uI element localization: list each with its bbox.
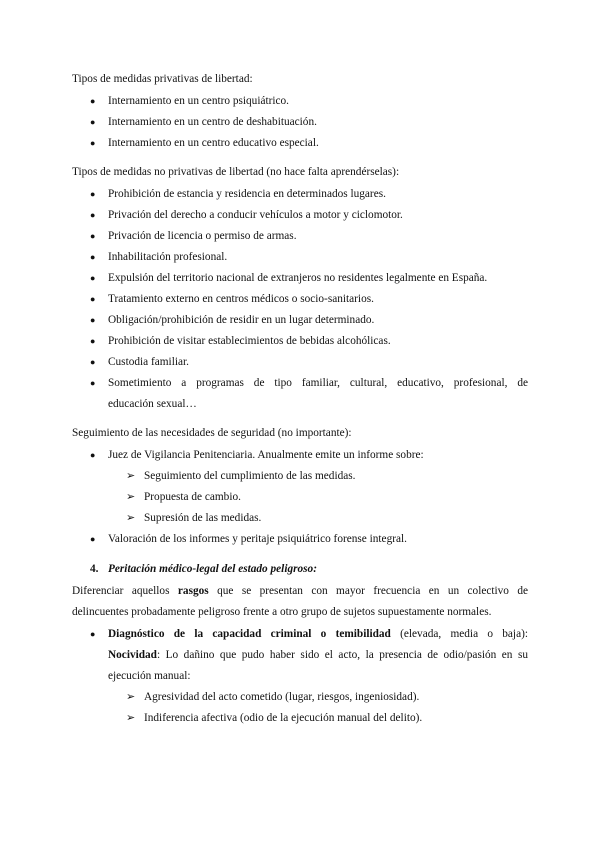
- bullet-icon: ●: [90, 189, 96, 199]
- bullet-icon: ●: [90, 273, 96, 283]
- list-item: Privación de licencia o permiso de armas.: [108, 230, 297, 242]
- sub-list-item: Indiferencia afectiva (odio de la ejecución manual del delito).: [144, 712, 423, 724]
- arrow-icon: ➢: [126, 712, 136, 724]
- paragraph-line: Diferenciar aquellos rasgos que se presentan con mayor frecuencia en un colectivo de: [72, 585, 529, 597]
- bullet-icon: ●: [90, 378, 96, 388]
- bullet-icon: ●: [90, 336, 96, 346]
- list-item-continuation: educación sexual…: [108, 398, 197, 410]
- bullet-icon: ●: [90, 210, 96, 220]
- list-item: Privación del derecho a conducir vehículos a motor y ciclomotor.: [108, 209, 403, 221]
- sub-list-item: Supresión de las medidas.: [144, 512, 262, 524]
- arrow-icon: ➢: [126, 691, 136, 703]
- section-heading: Tipos de medidas privativas de libertad:: [72, 73, 253, 85]
- bullet-icon: ●: [90, 96, 96, 106]
- list-item: Prohibición de estancia y residencia en determinados lugares.: [108, 188, 386, 200]
- section-title: Peritación médico-legal del estado peligroso:: [108, 563, 317, 575]
- arrow-icon: ➢: [126, 491, 136, 503]
- list-item-continuation: Nocividad: Lo dañino que pudo haber sido el acto, la presencia de odio/pasión en su: [108, 649, 528, 661]
- bullet-icon: ●: [90, 231, 96, 241]
- arrow-icon: ➢: [126, 470, 136, 482]
- bullet-icon: ●: [90, 315, 96, 325]
- list-item: Internamiento en un centro de deshabituación.: [108, 116, 317, 128]
- list-item: Custodia familiar.: [108, 356, 189, 368]
- paragraph-line: delincuentes probadamente peligroso frente a otro grupo de sujetos supuestamente normales.: [72, 606, 492, 618]
- bullet-icon: ●: [90, 294, 96, 304]
- sub-list-item: Propuesta de cambio.: [144, 491, 241, 503]
- list-item-continuation: ejecución manual:: [108, 670, 191, 682]
- section-heading: Tipos de medidas no privativas de libertad (no hace falta aprendérselas):: [72, 166, 400, 178]
- list-item: Prohibición de visitar establecimientos de bebidas alcohólicas.: [108, 335, 391, 347]
- bullet-icon: ●: [90, 138, 96, 148]
- list-item: Expulsión del territorio nacional de extranjeros no residentes legalmente en España.: [108, 272, 488, 284]
- list-item: Diagnóstico de la capacidad criminal o temibilidad (elevada, media o baja):: [108, 628, 528, 640]
- sub-list-item: Agresividad del acto cometido (lugar, riesgos, ingeniosidad).: [144, 691, 420, 703]
- bullet-icon: ●: [90, 534, 96, 544]
- bullet-icon: ●: [90, 117, 96, 127]
- list-item: Internamiento en un centro educativo especial.: [108, 137, 319, 149]
- list-item: Inhabilitación profesional.: [108, 251, 228, 263]
- arrow-icon: ➢: [126, 512, 136, 524]
- list-item: Tratamiento externo en centros médicos o socio-sanitarios.: [108, 293, 374, 305]
- section-number: 4.: [90, 563, 99, 575]
- bullet-icon: ●: [90, 357, 96, 367]
- bullet-icon: ●: [90, 629, 96, 639]
- list-item: Sometimiento a programas de tipo familiar, cultural, educativo, profesional, de: [108, 377, 528, 389]
- sub-list-item: Seguimiento del cumplimiento de las medidas.: [144, 470, 356, 482]
- list-item: Juez de Vigilancia Penitenciaria. Anualmente emite un informe sobre:: [108, 449, 424, 461]
- bullet-icon: ●: [90, 252, 96, 262]
- section-heading: Seguimiento de las necesidades de seguridad (no importante):: [72, 427, 352, 439]
- list-item: Internamiento en un centro psiquiátrico.: [108, 95, 290, 107]
- list-item: Obligación/prohibición de residir en un lugar determinado.: [108, 314, 375, 326]
- list-item: Valoración de los informes y peritaje psiquiátrico forense integral.: [108, 533, 407, 545]
- bullet-icon: ●: [90, 450, 96, 460]
